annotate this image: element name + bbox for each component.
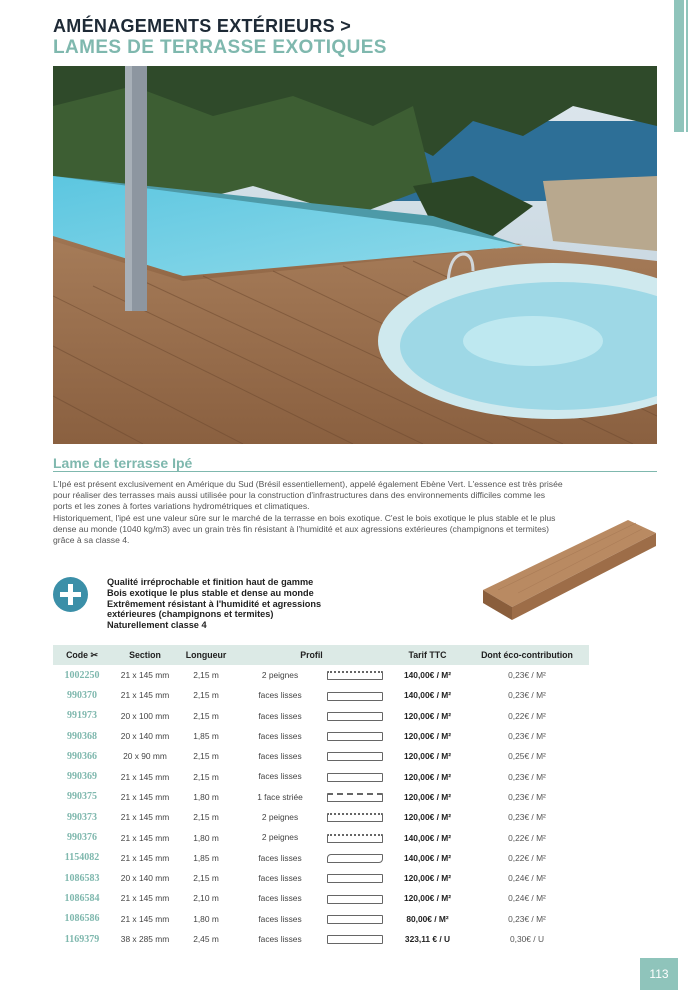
length-cell: 1,80 m (193, 913, 219, 924)
length-cell: 1,80 m (193, 791, 219, 802)
price-cell: 120,00€ / M² (403, 771, 452, 782)
length-cell: 1,85 m (193, 852, 219, 863)
eco-cell: 0,23€ / M² (508, 791, 546, 802)
section-cell: 20 x 140 mm (120, 873, 170, 884)
profile-diagram (327, 834, 383, 843)
section-title: Lame de terrasse Ipé (53, 455, 193, 471)
price-cell: 120,00€ / M² (403, 812, 452, 823)
section-cell: 38 x 285 mm (120, 934, 170, 944)
profile-cell (233, 807, 390, 827)
col-section: Section (129, 650, 161, 660)
profile-label: 1 face striée (257, 791, 303, 802)
eco-cell: 0,23€ / M² (508, 771, 546, 782)
price-cell: 120,00€ / M² (403, 893, 452, 904)
features-list (107, 577, 321, 631)
profile-label: faces lisses (258, 933, 302, 944)
feature-item: Naturellement classe 4 (107, 620, 207, 631)
table-row (53, 665, 589, 685)
profile-cell (233, 685, 390, 705)
table-header-row (53, 645, 589, 665)
profile-label: faces lisses (258, 771, 302, 782)
side-accent-line (686, 0, 688, 132)
length-cell: 2,15 m (193, 690, 219, 701)
price-cell: 323,11 € / U (404, 934, 451, 944)
price-cell: 140,00€ / M² (403, 832, 452, 843)
product-code: 990376 (67, 832, 97, 844)
table-row (53, 685, 589, 705)
table-row (53, 807, 589, 827)
description-paragraph: L'Ipé est présent exclusivement en Amérique du Sud (Brésil essentiellement), appelé également Ebène Vert. L'essence est très prisée pour réaliser des terrasses mais aussi utilisée pour la construction d'infrastructures dans des environnements difficiles comme les ports et les zones à fortes variations hydrométriques et climatiques. (53, 479, 563, 512)
profile-label: 2 peignes (261, 812, 299, 823)
page-number: 113 (640, 958, 678, 990)
profile-diagram (327, 671, 383, 680)
product-code: 1086584 (64, 892, 100, 904)
price-cell: 80,00€ / M² (406, 913, 449, 924)
length-cell: 2,15 m (193, 771, 219, 782)
price-cell: 120,00€ / M² (403, 751, 452, 762)
profile-diagram (327, 813, 383, 822)
eco-cell: 0,22€ / M² (508, 832, 546, 843)
product-code: 1086583 (64, 872, 100, 884)
feature-item: extérieures (champignons et termites) (107, 609, 274, 620)
product-code: 1002250 (64, 669, 100, 681)
product-code: 990373 (67, 811, 97, 823)
eco-cell: 0,23€ / M² (508, 812, 546, 823)
profile-label: faces lisses (258, 710, 302, 721)
section-cell: 21 x 145 mm (120, 791, 170, 802)
eco-cell: 0,22€ / M² (508, 710, 546, 721)
product-table (53, 645, 589, 949)
profile-cell (233, 706, 390, 726)
product-code: 990369 (67, 771, 97, 783)
section-cell: 21 x 145 mm (120, 832, 170, 843)
table-row (53, 827, 589, 847)
table-row (53, 706, 589, 726)
price-cell: 120,00€ / M² (403, 710, 452, 721)
profile-cell (233, 848, 390, 868)
profile-diagram (327, 895, 383, 904)
side-accent-bar (674, 0, 684, 132)
feature-item: Extrêmement résistant à l'humidité et agressions (107, 598, 322, 609)
feature-item: Qualité irréprochable et finition haut de gamme (107, 577, 314, 587)
table-row (53, 848, 589, 868)
section-cell: 21 x 145 mm (120, 812, 170, 823)
product-code: 990375 (67, 791, 97, 803)
eco-cell: 0,22€ / M² (508, 852, 546, 863)
product-code: 990368 (67, 730, 97, 742)
length-cell: 1,85 m (193, 731, 219, 742)
col-code (53, 645, 111, 665)
length-cell: 2,15 m (193, 812, 219, 823)
terrace-pool-photo (53, 66, 657, 444)
profile-diagram (327, 935, 383, 944)
product-code: 1154082 (64, 852, 100, 864)
section-divider (53, 471, 657, 472)
profile-label: faces lisses (258, 730, 302, 741)
section-cell: 20 x 140 mm (120, 731, 170, 742)
length-cell: 2,15 m (193, 670, 219, 681)
profile-diagram (327, 692, 383, 701)
profile-diagram (327, 773, 383, 782)
profile-cell (233, 929, 390, 949)
profile-cell (233, 827, 390, 847)
eco-cell: 0,24€ / M² (508, 893, 546, 904)
profile-diagram (327, 874, 383, 883)
profile-diagram (327, 712, 383, 721)
price-cell: 120,00€ / M² (403, 731, 452, 742)
profile-diagram (327, 793, 383, 802)
product-code: 991973 (67, 710, 97, 722)
profile-cell (233, 665, 390, 685)
section-cell: 21 x 145 mm (120, 893, 170, 904)
eco-cell: 0,30€ / U (510, 934, 544, 944)
profile-diagram (327, 854, 383, 863)
col-length: Longueur (185, 650, 227, 660)
section-cell: 21 x 145 mm (120, 771, 170, 782)
length-cell: 2,15 m (193, 873, 219, 884)
length-cell: 2,15 m (193, 710, 219, 721)
profile-diagram (327, 732, 383, 741)
eco-cell: 0,25€ / M² (508, 751, 546, 762)
profile-label: faces lisses (258, 872, 302, 883)
col-code-label: Code (66, 649, 89, 660)
category-heading: AMÉNAGEMENTS EXTÉRIEURS > (53, 16, 352, 36)
section-cell: 21 x 145 mm (120, 913, 170, 924)
plus-icon (53, 577, 88, 612)
profile-label: faces lisses (258, 893, 302, 904)
section-cell: 21 x 145 mm (120, 690, 170, 701)
table-row (53, 888, 589, 908)
profile-cell (233, 909, 390, 929)
table-row (53, 746, 589, 766)
scissors-icon: ✂ (90, 649, 98, 660)
section-cell: 20 x 90 mm (123, 751, 167, 762)
description-paragraph: Historiquement, l'ipé est une valeur sûre sur le marché de la terrasse en bois exotique. C'est le bois exotique le plus stable et le plus dense au monde (1040 kg/m3) avec un grain très fin résistant à l'humidité et aux agressions extérieures (champignons et termites) grâce à sa classe 4. (53, 512, 556, 546)
price-cell: 140,00€ / M² (403, 852, 452, 863)
profile-diagram (327, 752, 383, 761)
profile-cell (233, 787, 390, 807)
col-eco: Dont éco-contribution (481, 650, 573, 660)
section-cell: 21 x 145 mm (120, 670, 170, 681)
product-code: 990370 (67, 689, 97, 701)
profile-cell (233, 766, 390, 786)
profile-diagram (327, 915, 383, 924)
product-code: 990366 (67, 750, 97, 762)
eco-cell: 0,23€ / M² (508, 670, 546, 681)
profile-label: faces lisses (258, 852, 302, 863)
section-cell: 21 x 145 mm (120, 852, 170, 863)
eco-cell: 0,24€ / M² (508, 873, 546, 884)
profile-label: 2 peignes (261, 670, 299, 680)
profile-label: faces lisses (258, 913, 302, 924)
eco-cell: 0,23€ / M² (508, 913, 546, 924)
table-row (53, 868, 589, 888)
table-row (53, 766, 589, 786)
page-title: LAMES DE TERRASSE EXOTIQUES (53, 37, 387, 58)
table-row (53, 909, 589, 929)
length-cell: 2,15 m (193, 751, 219, 762)
eco-cell: 0,23€ / M² (508, 690, 546, 701)
length-cell: 2,10 m (193, 893, 219, 904)
product-code: 1169379 (64, 933, 100, 945)
feature-item: Bois exotique le plus stable et dense au monde (107, 587, 314, 598)
table-row (53, 929, 589, 949)
profile-cell (233, 726, 390, 746)
price-cell: 140,00€ / M² (403, 690, 452, 701)
profile-cell (233, 888, 390, 908)
profile-label: faces lisses (258, 751, 302, 762)
price-cell: 120,00€ / M² (403, 791, 452, 802)
price-cell: 120,00€ / M² (403, 873, 452, 884)
table-row (53, 726, 589, 746)
profile-label: faces lisses (258, 690, 302, 701)
length-cell: 2,45 m (193, 934, 219, 944)
product-code: 1086586 (64, 913, 100, 925)
section-cell: 20 x 100 mm (120, 710, 170, 721)
length-cell: 1,80 m (193, 832, 219, 843)
col-profile: Profil (300, 650, 323, 660)
col-price: Tarif TTC (408, 650, 447, 660)
eco-cell: 0,23€ / M² (508, 731, 546, 742)
profile-cell (233, 868, 390, 888)
profile-cell (233, 746, 390, 766)
ipe-plank-image (478, 515, 658, 625)
table-row (53, 787, 589, 807)
profile-label: 2 peignes (261, 832, 299, 843)
price-cell: 140,00€ / M² (403, 670, 452, 681)
